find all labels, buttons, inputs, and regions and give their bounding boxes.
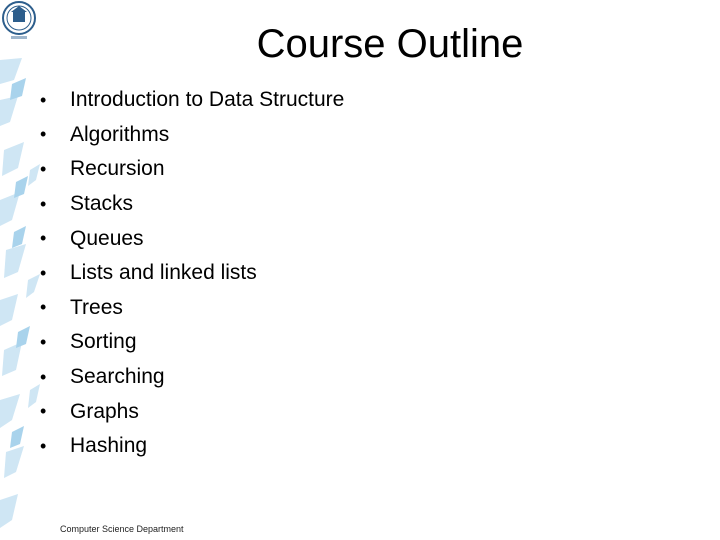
bullet-icon: • — [40, 124, 47, 145]
list-item — [40, 360, 344, 395]
bullet-icon: • — [40, 401, 47, 422]
university-seal-icon — [2, 0, 36, 48]
bullet-icon: • — [40, 89, 47, 110]
list-item-label: Graphs — [70, 399, 139, 423]
list-item-label: Searching — [70, 365, 165, 389]
course-topic-list — [40, 83, 344, 464]
bullet-icon: • — [40, 435, 47, 456]
list-item-label: Lists and linked lists — [70, 261, 257, 285]
list-item-label: Queues — [70, 226, 144, 250]
list-item — [40, 152, 344, 187]
list-item-label: Introduction to Data Structure — [70, 88, 345, 112]
list-item-label: Algorithms — [70, 122, 170, 146]
list-item — [40, 325, 344, 360]
bullet-icon: • — [40, 193, 47, 214]
list-item-label: Hashing — [70, 434, 148, 458]
list-item — [40, 187, 344, 222]
list-item-label: Recursion — [70, 157, 165, 181]
list-item — [40, 256, 344, 291]
bullet-icon: • — [40, 297, 47, 318]
list-item — [40, 429, 344, 464]
bullet-icon: • — [40, 158, 47, 179]
list-item-label: Stacks — [70, 192, 134, 216]
bullet-icon: • — [40, 331, 47, 352]
list-item — [40, 291, 344, 326]
bullet-icon: • — [40, 262, 47, 283]
slide-title: Course Outline — [256, 22, 524, 66]
bullet-icon: • — [40, 228, 47, 249]
bullet-icon: • — [40, 366, 47, 387]
list-item — [40, 118, 344, 153]
footer-department: Computer Science Department — [60, 524, 184, 534]
list-item — [40, 83, 344, 118]
list-item-label: Sorting — [70, 330, 137, 354]
list-item — [40, 221, 344, 256]
list-item — [40, 394, 344, 429]
list-item-label: Trees — [70, 295, 123, 319]
